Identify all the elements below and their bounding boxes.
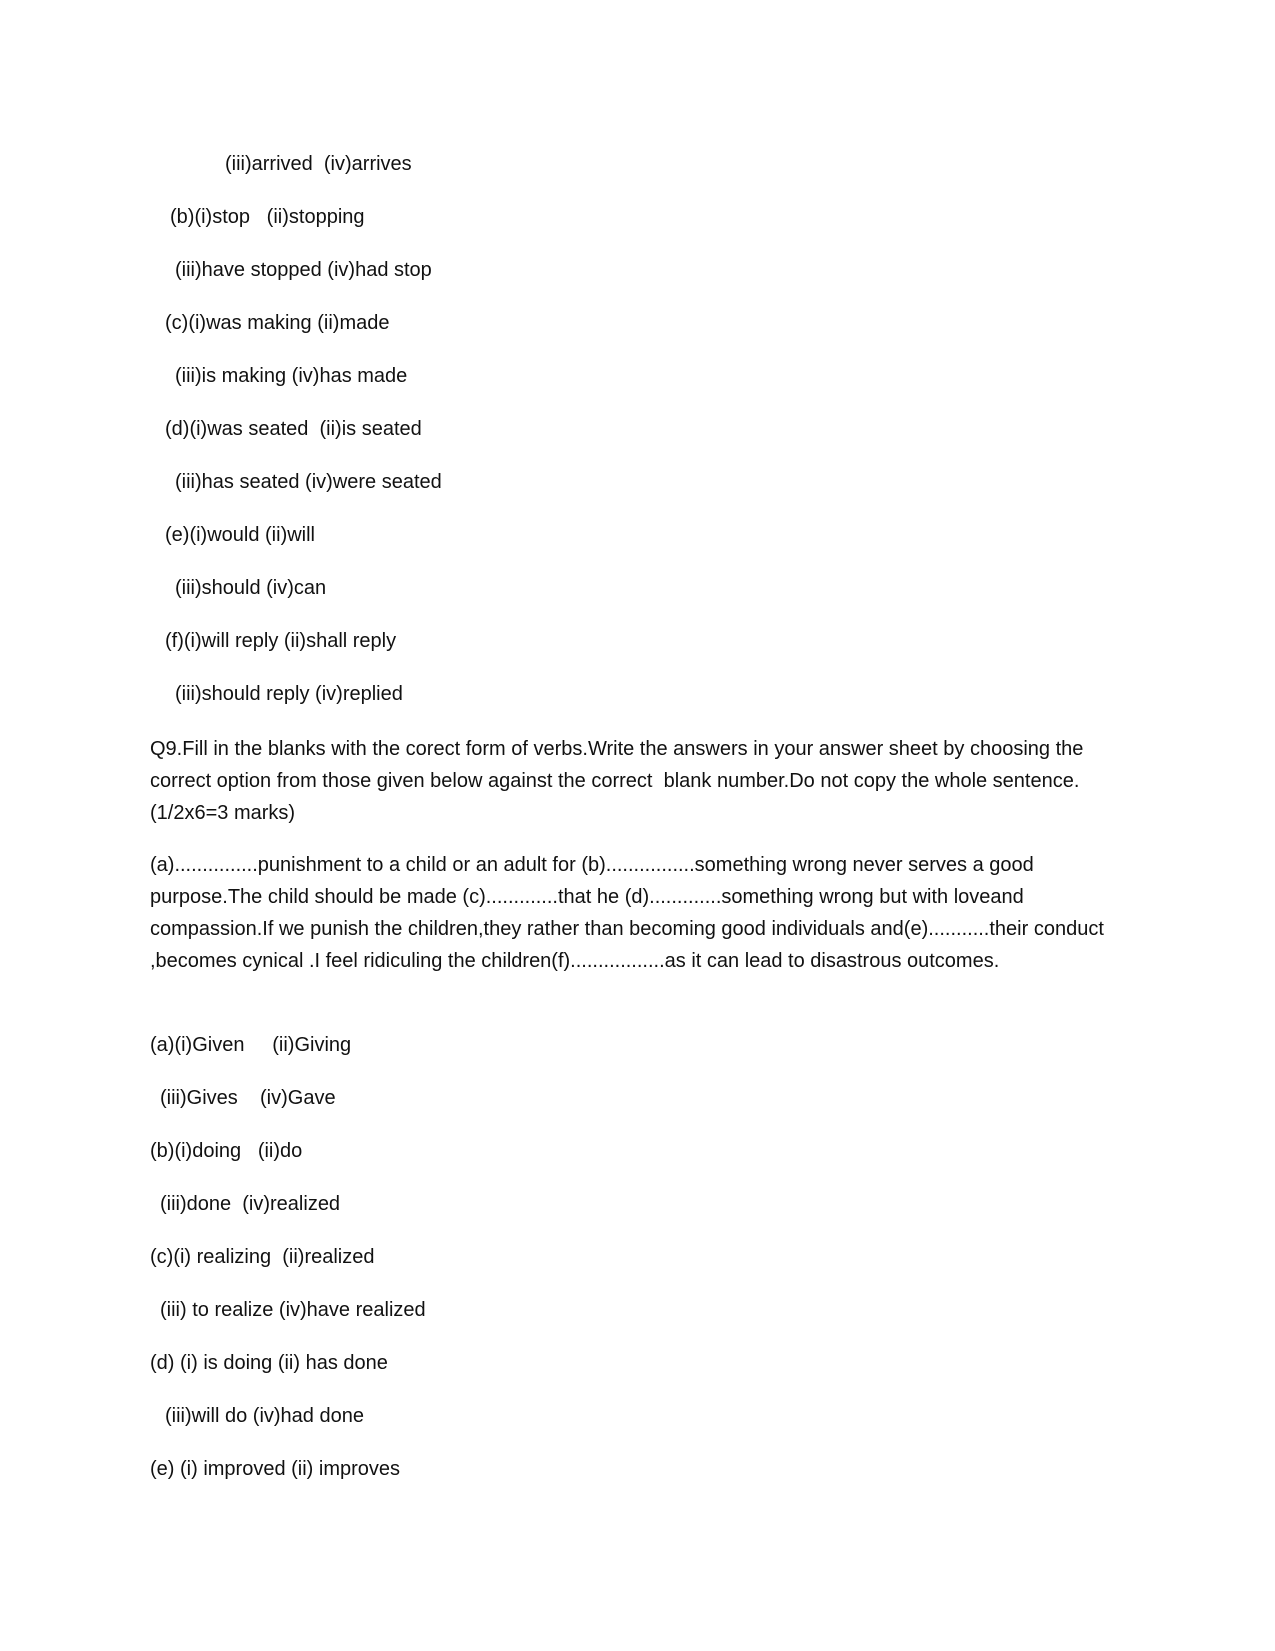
option-line: (f)(i)will reply (ii)shall reply <box>165 630 397 652</box>
passage-text: (a)...............punishment to a child or an adult for (b)................something wrong never serves a good purpose.The child should be made (c).............that he (d).............something wrong but with loveand compassion.If we punish the children,they rather than becoming good individuals and(e)...........their conduct ,becomes cynical .I feel ridiculing the children(f).................as it can lead to disastrous outcomes. <box>150 854 1104 972</box>
option-line: (b)(i)doing (ii)do <box>150 1140 303 1162</box>
option-line: (c)(i) realizing (ii)realized <box>150 1246 375 1268</box>
option-line: (iii)have stopped (iv)had stop <box>175 259 432 281</box>
option-line: (iii)has seated (iv)were seated <box>175 471 442 493</box>
option-line: (iii)should (iv)can <box>175 577 327 599</box>
option-line: (a)(i)Given (ii)Giving <box>150 1034 352 1056</box>
question-9-text: Q9.Fill in the blanks with the corect form of verbs.Write the answers in your answer sheet by choosing the correct option from those given below against the correct blank number.Do not copy the whole sentence. (1/2x6=3 marks) <box>150 738 1180 824</box>
option-line: (iii)is making (iv)has made <box>175 365 408 387</box>
option-line: (iii)arrived (iv)arrives <box>225 153 412 175</box>
option-line: (d)(i)was seated (ii)is seated <box>165 418 422 440</box>
option-line: (iii)will do (iv)had done <box>165 1405 364 1427</box>
option-line: (iii)should reply (iv)replied <box>175 683 403 705</box>
option-line: (iii) to realize (iv)have realized <box>160 1299 426 1321</box>
option-line: (b)(i)stop (ii)stopping <box>170 206 365 228</box>
option-line: (iii)Gives (iv)Gave <box>160 1087 336 1109</box>
option-line: (e) (i) improved (ii) improves <box>150 1458 401 1480</box>
option-line: (e)(i)would (ii)will <box>165 524 315 546</box>
option-line: (iii)done (iv)realized <box>160 1193 341 1215</box>
option-line: (d) (i) is doing (ii) has done <box>150 1352 388 1374</box>
question-9-instruction <box>150 733 1180 829</box>
option-line: (c)(i)was making (ii)made <box>165 312 390 334</box>
passage <box>150 849 1110 977</box>
